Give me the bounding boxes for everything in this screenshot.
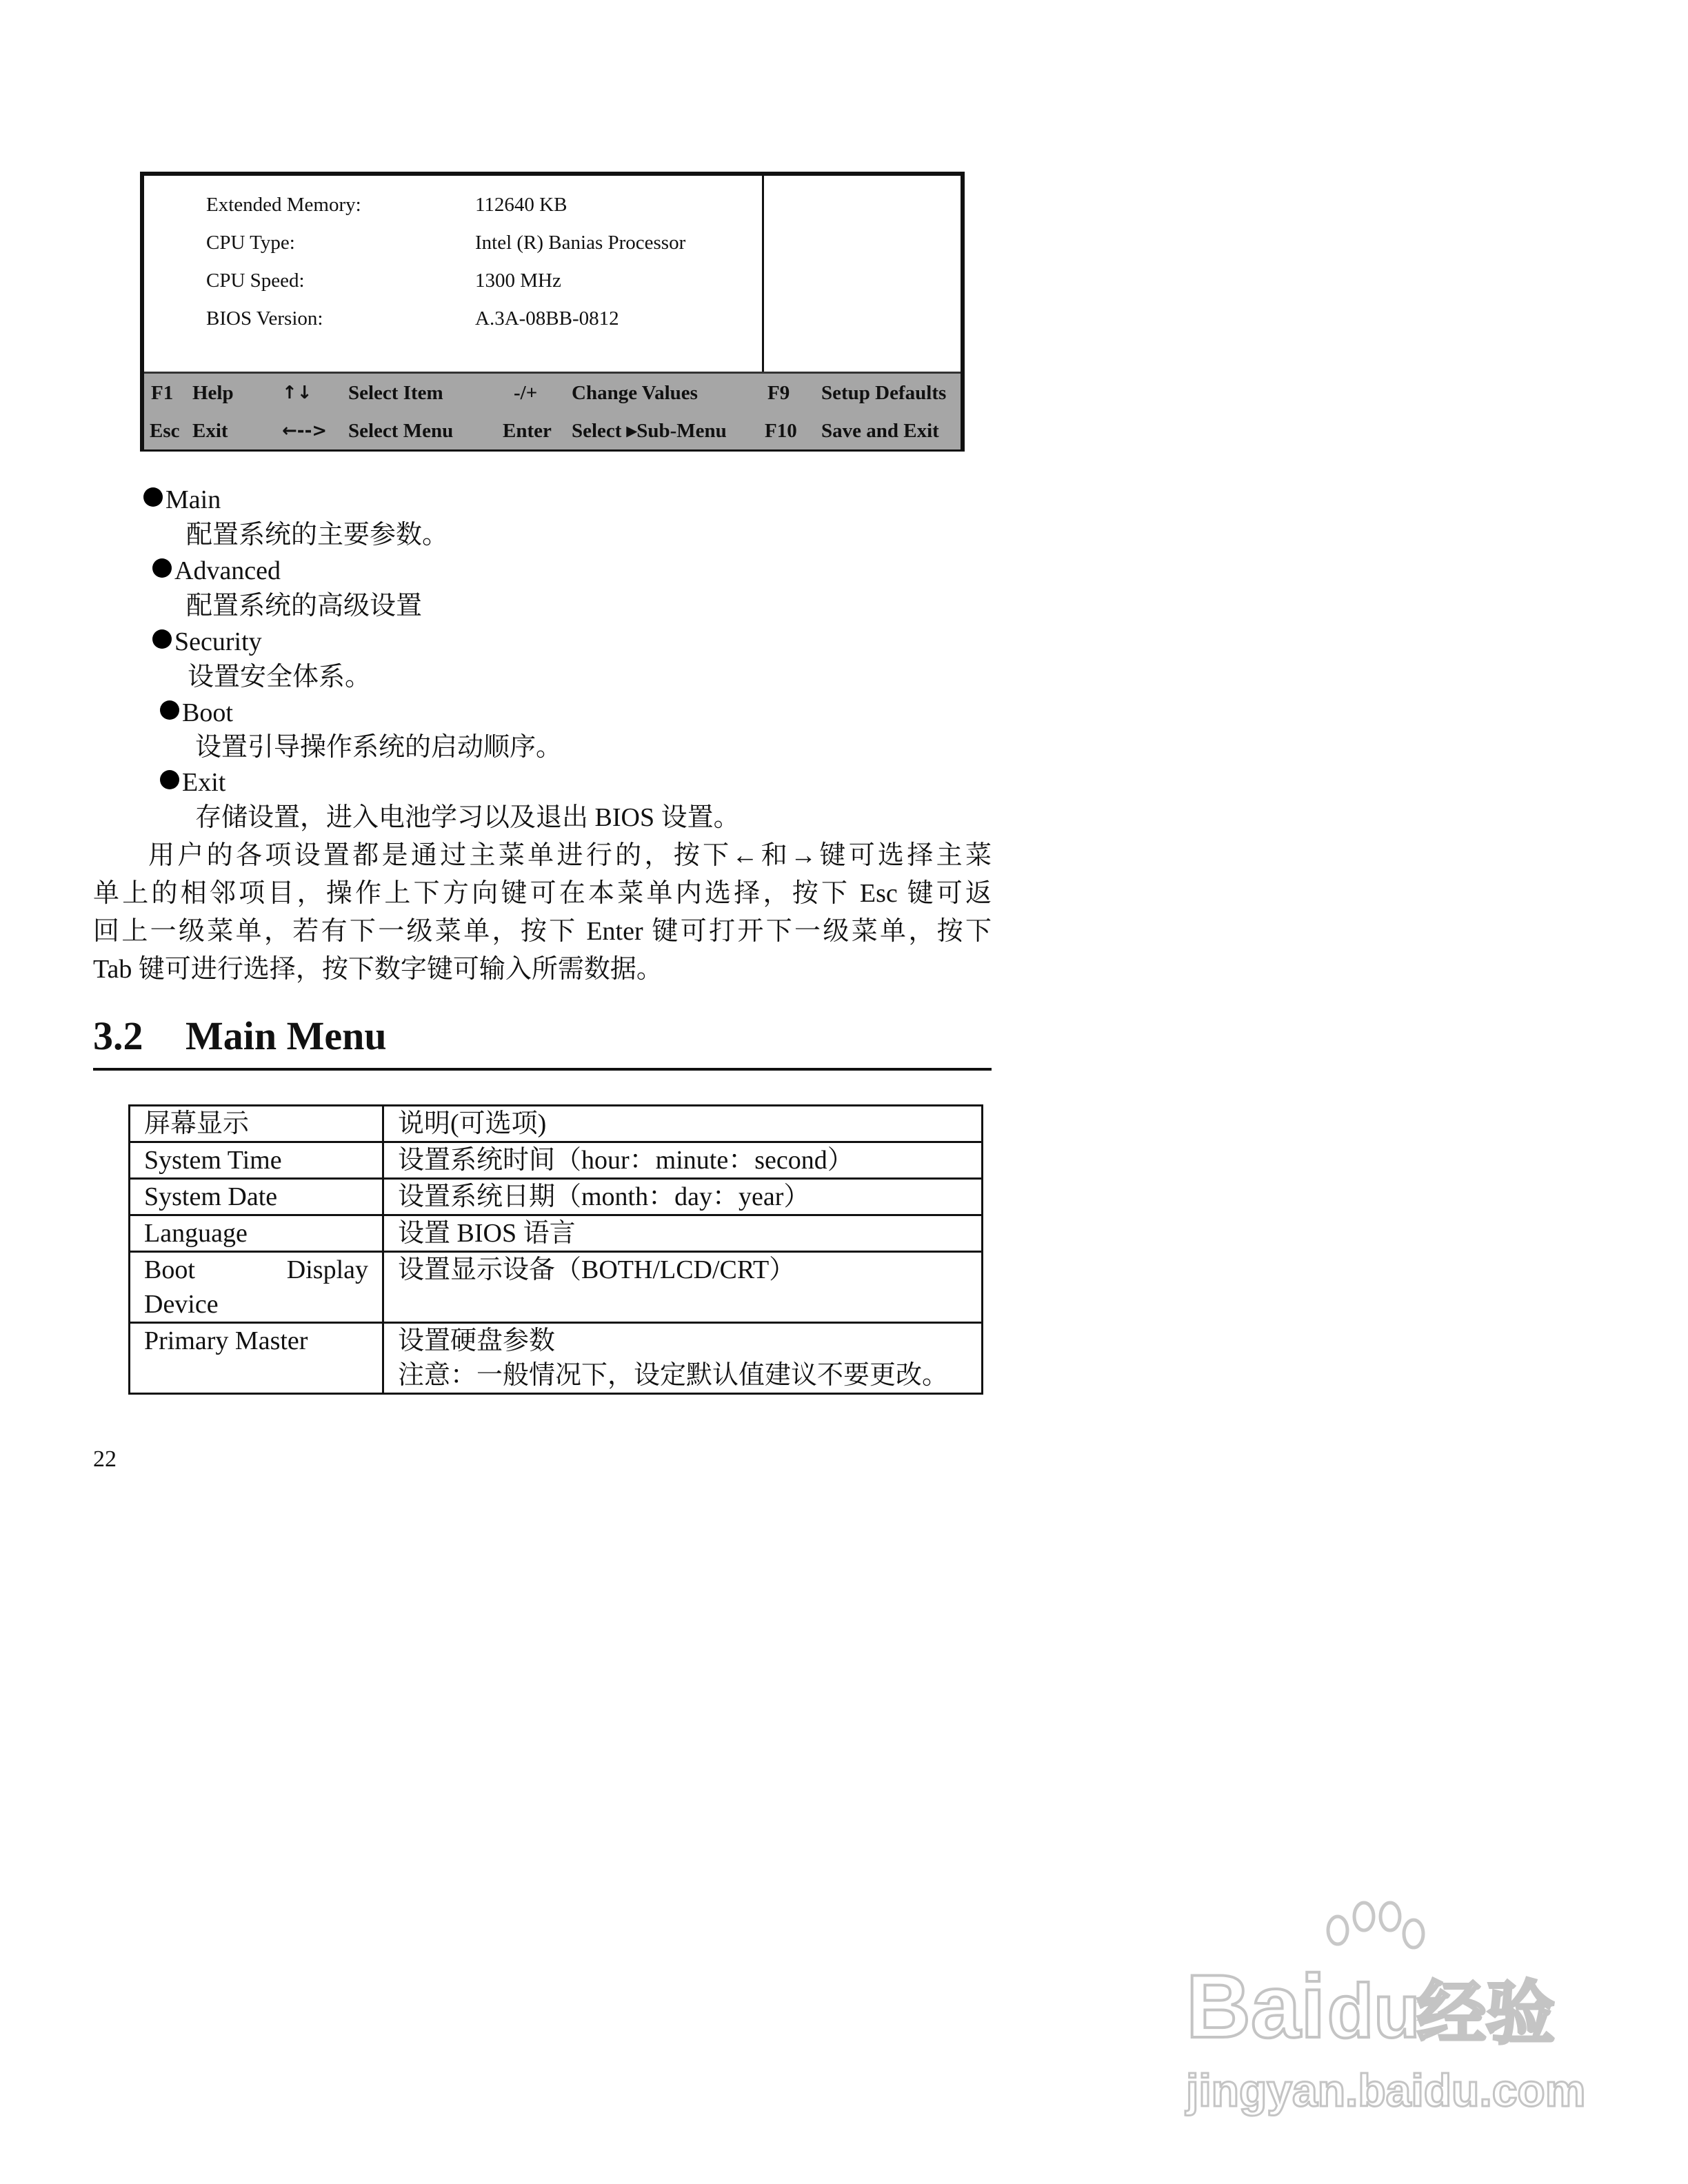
table-row [130,1179,983,1215]
item-cell: Language [130,1215,383,1252]
info-label: CPU Speed: [206,270,305,292]
item-cell: System Date [130,1179,383,1215]
navigation-paragraph [93,837,992,989]
menu-desc-boot: 设置引导操作系统的启动顺序。 [195,733,563,762]
key-f10: F10 [765,420,797,442]
info-label: BIOS Version: [206,307,323,330]
paragraph-line: 单上的相邻项目，操作上下方向键可在本菜单内选择，按下 Esc 键可返 [93,879,992,908]
table-row [130,1323,983,1394]
key-exit-label: Exit [192,420,228,442]
menu-desc-exit: 存储设置，进入电池学习以及退出 BIOS 设置。 [195,803,740,832]
item-cell [130,1252,383,1323]
bullet-dot-icon [160,770,179,789]
key-f1: F1 [151,382,174,404]
info-value: 1300 MHz [475,270,561,292]
main-menu-table [128,1104,983,1395]
key-minus-plus: -/+ [514,382,538,404]
bullet-dot-icon [152,629,172,649]
desc-cell: 设置系统时间（hour：minute：second） [383,1142,983,1179]
item-cell: Primary Master [130,1323,383,1394]
info-value: 112640 KB [475,194,567,216]
menu-bullet-exit [160,766,225,799]
header-cell: 屏幕显示 [130,1106,383,1142]
bullet-dot-icon [152,558,172,578]
paw-toe [1380,1903,1400,1930]
bullet-dot-icon [160,700,179,720]
desc-cell: 设置系统日期（month：day：year） [383,1179,983,1215]
watermark-brand-du: du [1327,1969,1420,2054]
key-save-exit-label: Save and Exit [821,420,939,442]
menu-desc-advanced: 配置系统的高级设置 [186,592,423,620]
menu-desc-security: 设置安全体系。 [188,663,372,691]
menu-name: Main [165,485,221,514]
desc-cell [383,1323,983,1394]
desc-line: 设置硬盘参数 [398,1326,556,1355]
info-label: CPU Type: [206,232,295,254]
bios-system-info [144,176,758,372]
item-word: Device [144,1290,219,1319]
page-number: 22 [93,1446,117,1472]
menu-name: Advanced [174,556,281,585]
paw-toe [1328,1917,1347,1944]
menu-bullet-main [143,483,221,516]
desc-cell: 设置 BIOS 语言 [383,1215,983,1252]
watermark-url: jingyan.baidu.com [1186,2065,1586,2116]
section-rule [93,1068,992,1071]
menu-bullet-advanced [152,554,281,587]
item-word: Boot [144,1255,195,1284]
key-setup-defaults-label: Setup Defaults [821,382,947,404]
key-select-menu-label: Select Menu [348,420,454,442]
watermark-cn: 经验 [1417,1973,1555,2054]
paragraph-line: 用户的各项设置都是通过主菜单进行的，按下←和→键可选择主菜 [148,841,992,870]
key-enter: Enter [503,420,552,442]
table-row [130,1215,983,1252]
menu-name: Security [174,627,262,656]
menu-bullet-security [152,625,262,658]
menu-name: Exit [182,768,226,797]
left-right-arrow-icon: ←--> [282,421,328,441]
desc-note-line: 注意：一般情况下，设定默认值建议不要更改。 [398,1361,949,1390]
table-row [130,1142,983,1179]
paragraph-line: Tab 键可进行选择，按下数字键可输入所需数据。 [93,955,663,984]
section-title: Main Menu [185,1013,387,1058]
bullet-dot-icon [143,487,163,507]
menu-name: Boot [182,698,233,727]
item-word: Display [286,1255,368,1284]
paw-toe [1404,1920,1423,1948]
paw-toe [1354,1903,1374,1930]
info-value: A.3A-08BB-0812 [475,307,619,330]
item-cell: System Time [130,1142,383,1179]
key-f9: F9 [767,382,790,404]
bios-screen [140,172,965,452]
desc-cell: 设置显示设备（BOTH/LCD/CRT） [383,1252,983,1323]
bios-key-legend-bar [144,372,961,449]
table-header-row [130,1106,983,1142]
bios-panel-divider [762,176,764,372]
item-label-line [144,1253,368,1287]
up-down-arrow-icon: ↑↓ [282,383,312,403]
key-help-label: Help [192,382,234,404]
baidu-jingyan-watermark-logo [1179,1896,1600,2123]
section-heading [93,1012,387,1060]
key-esc: Esc [150,420,180,442]
key-select-submenu-label: Select ▸Sub-Menu [572,420,727,442]
info-value: Intel (R) Banias Processor [475,232,686,254]
key-select-item-label: Select Item [348,382,443,404]
menu-desc-main: 配置系统的主要参数。 [186,520,449,549]
watermark-brand: Bai [1186,1956,1326,2056]
info-label: Extended Memory: [206,194,361,216]
header-cell: 说明(可选项) [383,1106,983,1142]
table-row [130,1252,983,1323]
section-number: 3.2 [93,1013,143,1058]
paragraph-line: 回上一级菜单，若有下一级菜单，按下 Enter 键可打开下一级菜单，按下 [93,917,992,946]
menu-bullet-boot [160,696,233,729]
key-change-values-label: Change Values [572,382,698,404]
